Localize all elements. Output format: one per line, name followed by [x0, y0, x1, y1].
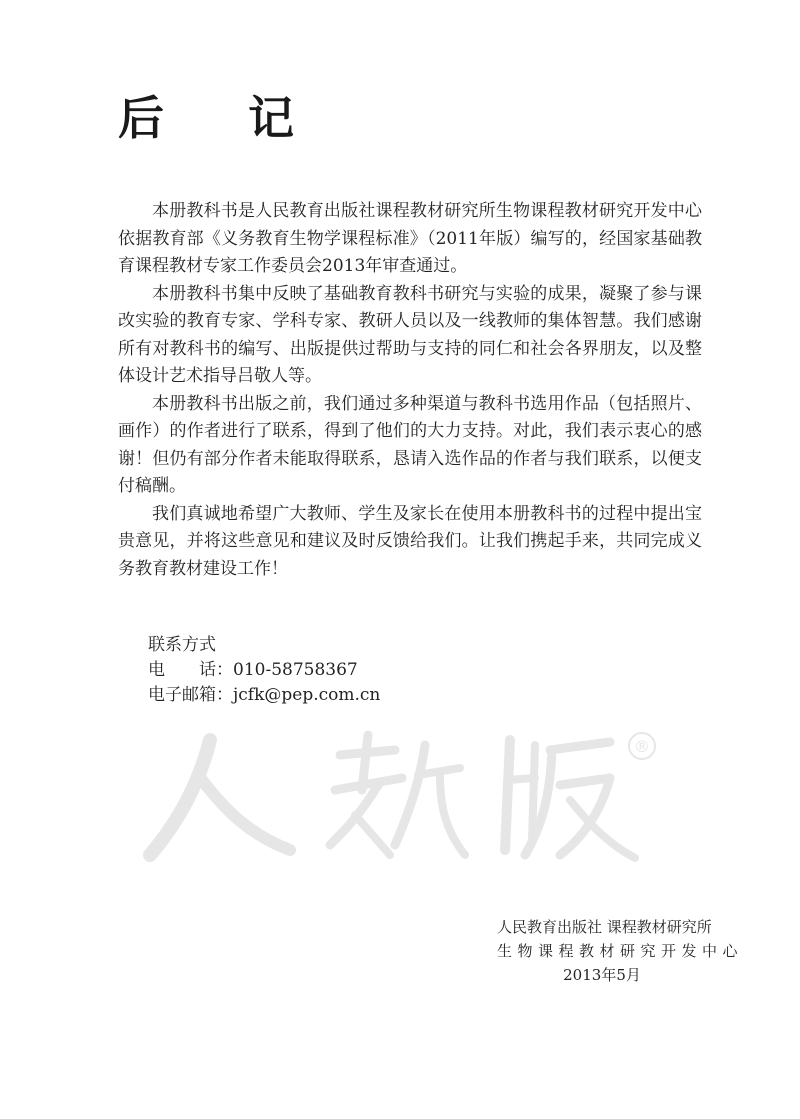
signature-center: 生物课程教材研究开发中心 [497, 942, 744, 960]
paragraph-3: 本册教科书出版之前，我们通过多种渠道与教科书选用作品（包括照片、画作）的作者进行了联系，得到了他们的大力支持。对此，我们表示衷心的感谢！但仍有部分作者未能取得联系，恳请入选作品的作者与我们联系，以便支付稿酬。 [118, 393, 702, 496]
contact-phone-row [148, 658, 380, 683]
watermark-registered-mark: ® [634, 737, 650, 756]
paragraph-1: 本册教科书是人民教育出版社课程教材研究所生物课程教材研究开发中心依据教育部《义务教育生物学课程标准》（2011年版）编写的，经国家基础教育课程教材专家工作委员会2013年审查通过。 [118, 201, 702, 276]
signature-publisher: 人民教育出版社 课程教材研究所 [497, 918, 712, 936]
phone-label: 电 话： [148, 660, 233, 680]
paragraph-2: 本册教科书集中反映了基础教育教科书研究与实验的成果，凝聚了参与课改实验的教育专家、学科专家、教研人员以及一线教师的集体智慧。我们感谢所有对教科书的编写、出版提供过帮助与支持的同仁和社会各界朋友，以及整体设计艺术指导吕敬人等。 [118, 283, 702, 386]
email-label: 电子邮箱： [148, 685, 233, 705]
contact-email-row [148, 683, 380, 708]
paragraph-4: 我们真诚地希望广大教师、学生及家长在使用本册教科书的过程中提出宝贵意见，并将这些意见和建议及时反馈给我们。让我们携起手来，共同完成义务教育教材建设工作！ [118, 503, 702, 579]
contact-info [148, 633, 380, 708]
signature-block [497, 915, 743, 987]
page-title: 后 记 [118, 91, 329, 145]
email-address: jcfk@pep.com.cn [233, 685, 381, 705]
phone-number: 010-58758367 [233, 660, 358, 680]
contact-heading: 联系方式 [148, 635, 216, 655]
publisher-watermark-logo [140, 720, 660, 870]
signature-date: 2013年5月 [563, 966, 641, 984]
afterword-body [118, 198, 702, 583]
